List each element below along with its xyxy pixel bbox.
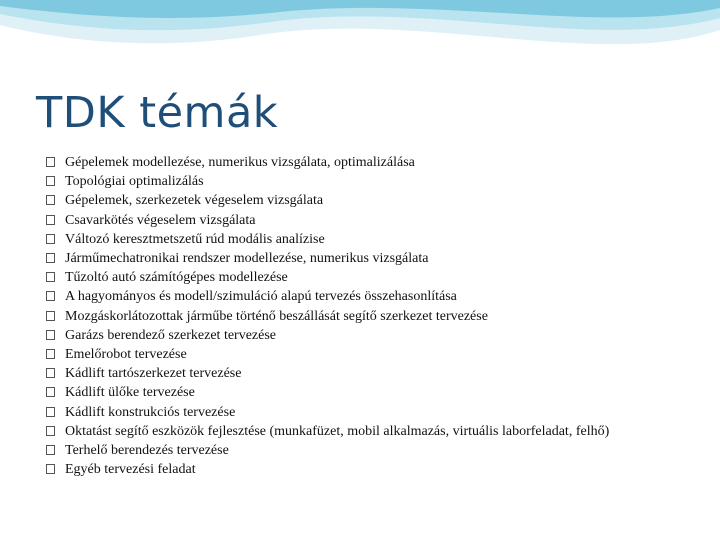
list-item-text: Kádlift tartószerkezet tervezése	[65, 366, 242, 382]
list-item	[46, 230, 706, 249]
list-item	[46, 460, 706, 479]
checkbox-bullet-icon	[46, 311, 55, 321]
list-item-text: Kádlift konstrukciós tervezése	[65, 404, 236, 420]
checkbox-bullet-icon	[46, 387, 55, 397]
checkbox-bullet-icon	[46, 291, 55, 301]
checkbox-bullet-icon	[46, 272, 55, 282]
checkbox-bullet-icon	[46, 349, 55, 359]
list-item	[46, 191, 706, 210]
checkbox-bullet-icon	[46, 176, 55, 186]
list-item	[46, 326, 706, 345]
list-item-text: Járműmechatronikai rendszer modellezése, numerikus vizsgálata	[65, 251, 429, 267]
list-item-text: Tűzoltó autó számítógépes modellezése	[65, 270, 288, 286]
list-item-text: Garázs berendező szerkezet tervezése	[65, 327, 277, 343]
checkbox-bullet-icon	[46, 407, 55, 417]
list-item	[46, 422, 706, 441]
checkbox-bullet-icon	[46, 330, 55, 340]
list-item	[46, 153, 706, 172]
list-item	[46, 403, 706, 422]
list-item	[46, 383, 706, 402]
header-wave-decoration	[0, 0, 720, 80]
list-item-text: Topológiai optimalizálás	[65, 174, 204, 190]
list-item	[46, 268, 706, 287]
list-item	[46, 249, 706, 268]
list-item-text: Gépelemek modellezése, numerikus vizsgálata, optimalizálása	[65, 155, 415, 170]
list-item-text: Kádlift ülőke tervezése	[65, 385, 195, 401]
checkbox-bullet-icon	[46, 426, 55, 436]
slide-title: TDK témák	[36, 88, 279, 138]
list-item	[46, 211, 706, 230]
checkbox-bullet-icon	[46, 215, 55, 225]
checkbox-bullet-icon	[46, 445, 55, 455]
list-item	[46, 345, 706, 364]
checkbox-bullet-icon	[46, 253, 55, 263]
list-item-text: Változó keresztmetszetű rúd modális analízise	[65, 231, 325, 247]
list-item-text: Emelőrobot tervezése	[65, 347, 187, 363]
topic-list	[46, 153, 706, 479]
checkbox-bullet-icon	[46, 195, 55, 205]
list-item	[46, 441, 706, 460]
list-item-text: Mozgáskorlátozottak járműbe történő beszállását segítő szerkezet tervezése	[65, 308, 488, 324]
checkbox-bullet-icon	[46, 157, 55, 167]
checkbox-bullet-icon	[46, 464, 55, 474]
list-item-text: Csavarkötés végeselem vizsgálata	[65, 212, 256, 228]
list-item-text: Oktatást segítő eszközök fejlesztése (munkafüzet, mobil alkalmazás, virtuális laborfeladat, felhő)	[65, 423, 610, 439]
checkbox-bullet-icon	[46, 368, 55, 378]
list-item	[46, 287, 706, 306]
list-item	[46, 364, 706, 383]
list-item-text: Egyéb tervezési feladat	[65, 462, 196, 478]
list-item	[46, 307, 706, 326]
list-item-text: Terhelő berendezés tervezése	[65, 443, 229, 459]
list-item-text: Gépelemek, szerkezetek végeselem vizsgálata	[65, 193, 324, 209]
list-item	[46, 172, 706, 191]
list-item-text: A hagyományos és modell/szimuláció alapú tervezés összehasonlítása	[65, 289, 457, 305]
checkbox-bullet-icon	[46, 234, 55, 244]
